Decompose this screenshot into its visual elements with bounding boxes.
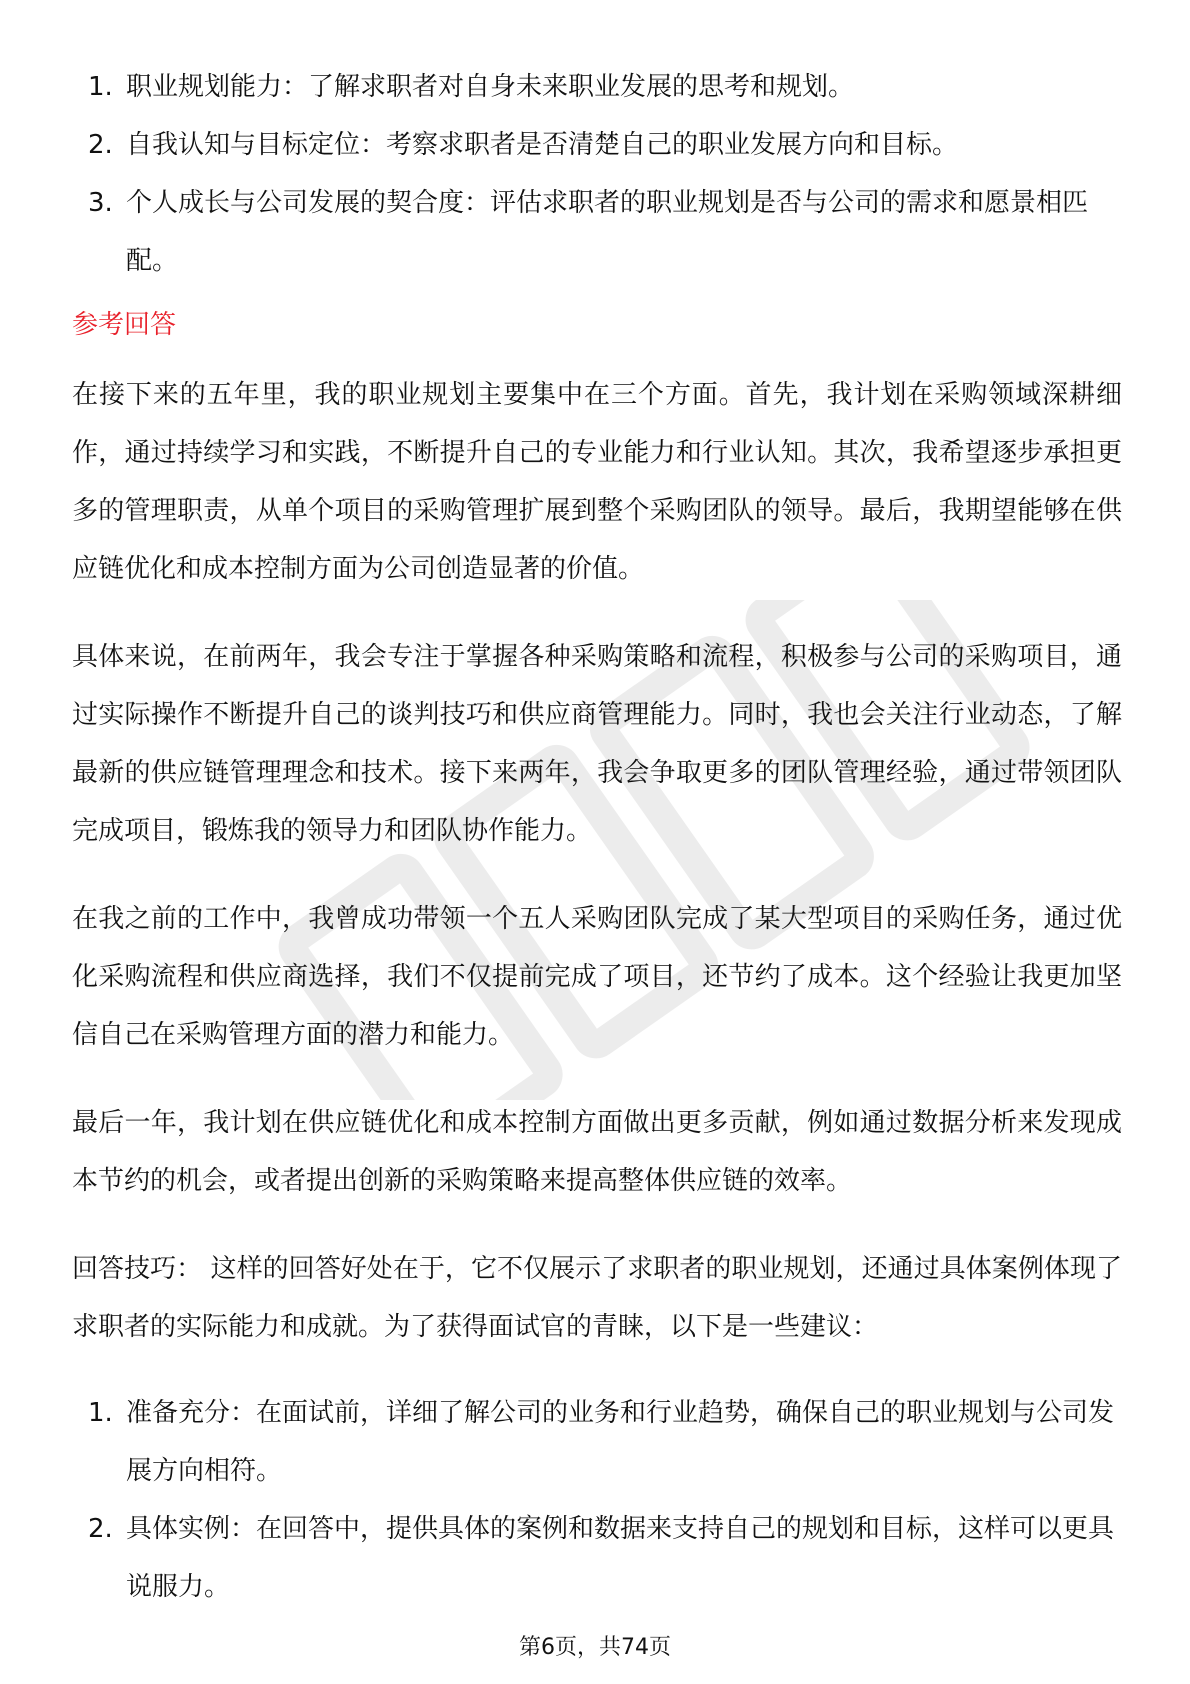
list-item-text: 自我认知与目标定位：考察求职者是否清楚自己的职业发展方向和目标。 bbox=[126, 130, 959, 160]
list-item bbox=[72, 1384, 1122, 1500]
list-item-number: 2. bbox=[88, 130, 113, 160]
list-item-number: 3. bbox=[88, 188, 113, 218]
evaluation-points-list bbox=[72, 58, 1122, 290]
section-heading-reference-answer: 参考回答 bbox=[72, 310, 177, 340]
suggestions-list bbox=[72, 1384, 1122, 1616]
list-item bbox=[72, 116, 1122, 174]
answer-paragraph: 在我之前的工作中，我曾成功带领一个五人采购团队完成了某大型项目的采购任务，通过优化采购流程和供应商选择，我们不仅提前完成了项目，还节约了成本。这个经验让我更加坚信自己在采购管理方面的潜力和能力。 bbox=[72, 904, 1122, 1050]
list-item bbox=[72, 174, 1122, 290]
answer-paragraph: 最后一年，我计划在供应链优化和成本控制方面做出更多贡献，例如通过数据分析来发现成本节约的机会，或者提出创新的采购策略来提高整体供应链的效率。 bbox=[72, 1108, 1122, 1196]
answer-tips-paragraph: 回答技巧： 这样的回答好处在于，它不仅展示了求职者的职业规划，还通过具体案例体现了求职者的实际能力和成就。为了获得面试官的青睐，以下是一些建议： bbox=[72, 1254, 1122, 1342]
list-item-text: 准备充分：在面试前，详细了解公司的业务和行业趋势，确保自己的职业规划与公司发展方向相符。 bbox=[126, 1398, 1115, 1486]
list-item-text: 职业规划能力：了解求职者对自身未来职业发展的思考和规划。 bbox=[126, 72, 855, 102]
answer-paragraph: 在接下来的五年里，我的职业规划主要集中在三个方面。首先，我计划在采购领域深耕细作，通过持续学习和实践，不断提升自己的专业能力和行业认知。其次，我希望逐步承担更多的管理职责，从单个项目的采购管理扩展到整个采购团队的领导。最后，我期望能够在供应链优化和成本控制方面为公司创造显著的价值。 bbox=[72, 380, 1122, 584]
answer-paragraph: 具体来说，在前两年，我会专注于掌握各种采购策略和流程，积极参与公司的采购项目，通过实际操作不断提升自己的谈判技巧和供应商管理能力。同时，我也会关注行业动态，了解最新的供应链管理理念和技术。接下来两年，我会争取更多的团队管理经验，通过带领团队完成项目，锻炼我的领导力和团队协作能力。 bbox=[72, 642, 1122, 846]
list-item bbox=[72, 58, 1122, 116]
page-number-footer: 第6页，共74页 bbox=[519, 1635, 671, 1660]
list-item bbox=[72, 1500, 1122, 1616]
list-item-number: 2. bbox=[88, 1514, 113, 1544]
list-item-text: 个人成长与公司发展的契合度：评估求职者的职业规划是否与公司的需求和愿景相匹配。 bbox=[126, 188, 1089, 276]
list-item-text: 具体实例：在回答中，提供具体的案例和数据来支持自己的规划和目标，这样可以更具说服力。 bbox=[126, 1514, 1115, 1602]
document-content bbox=[72, 58, 1122, 1616]
list-item-number: 1. bbox=[88, 72, 113, 102]
list-item-number: 1. bbox=[88, 1398, 113, 1428]
